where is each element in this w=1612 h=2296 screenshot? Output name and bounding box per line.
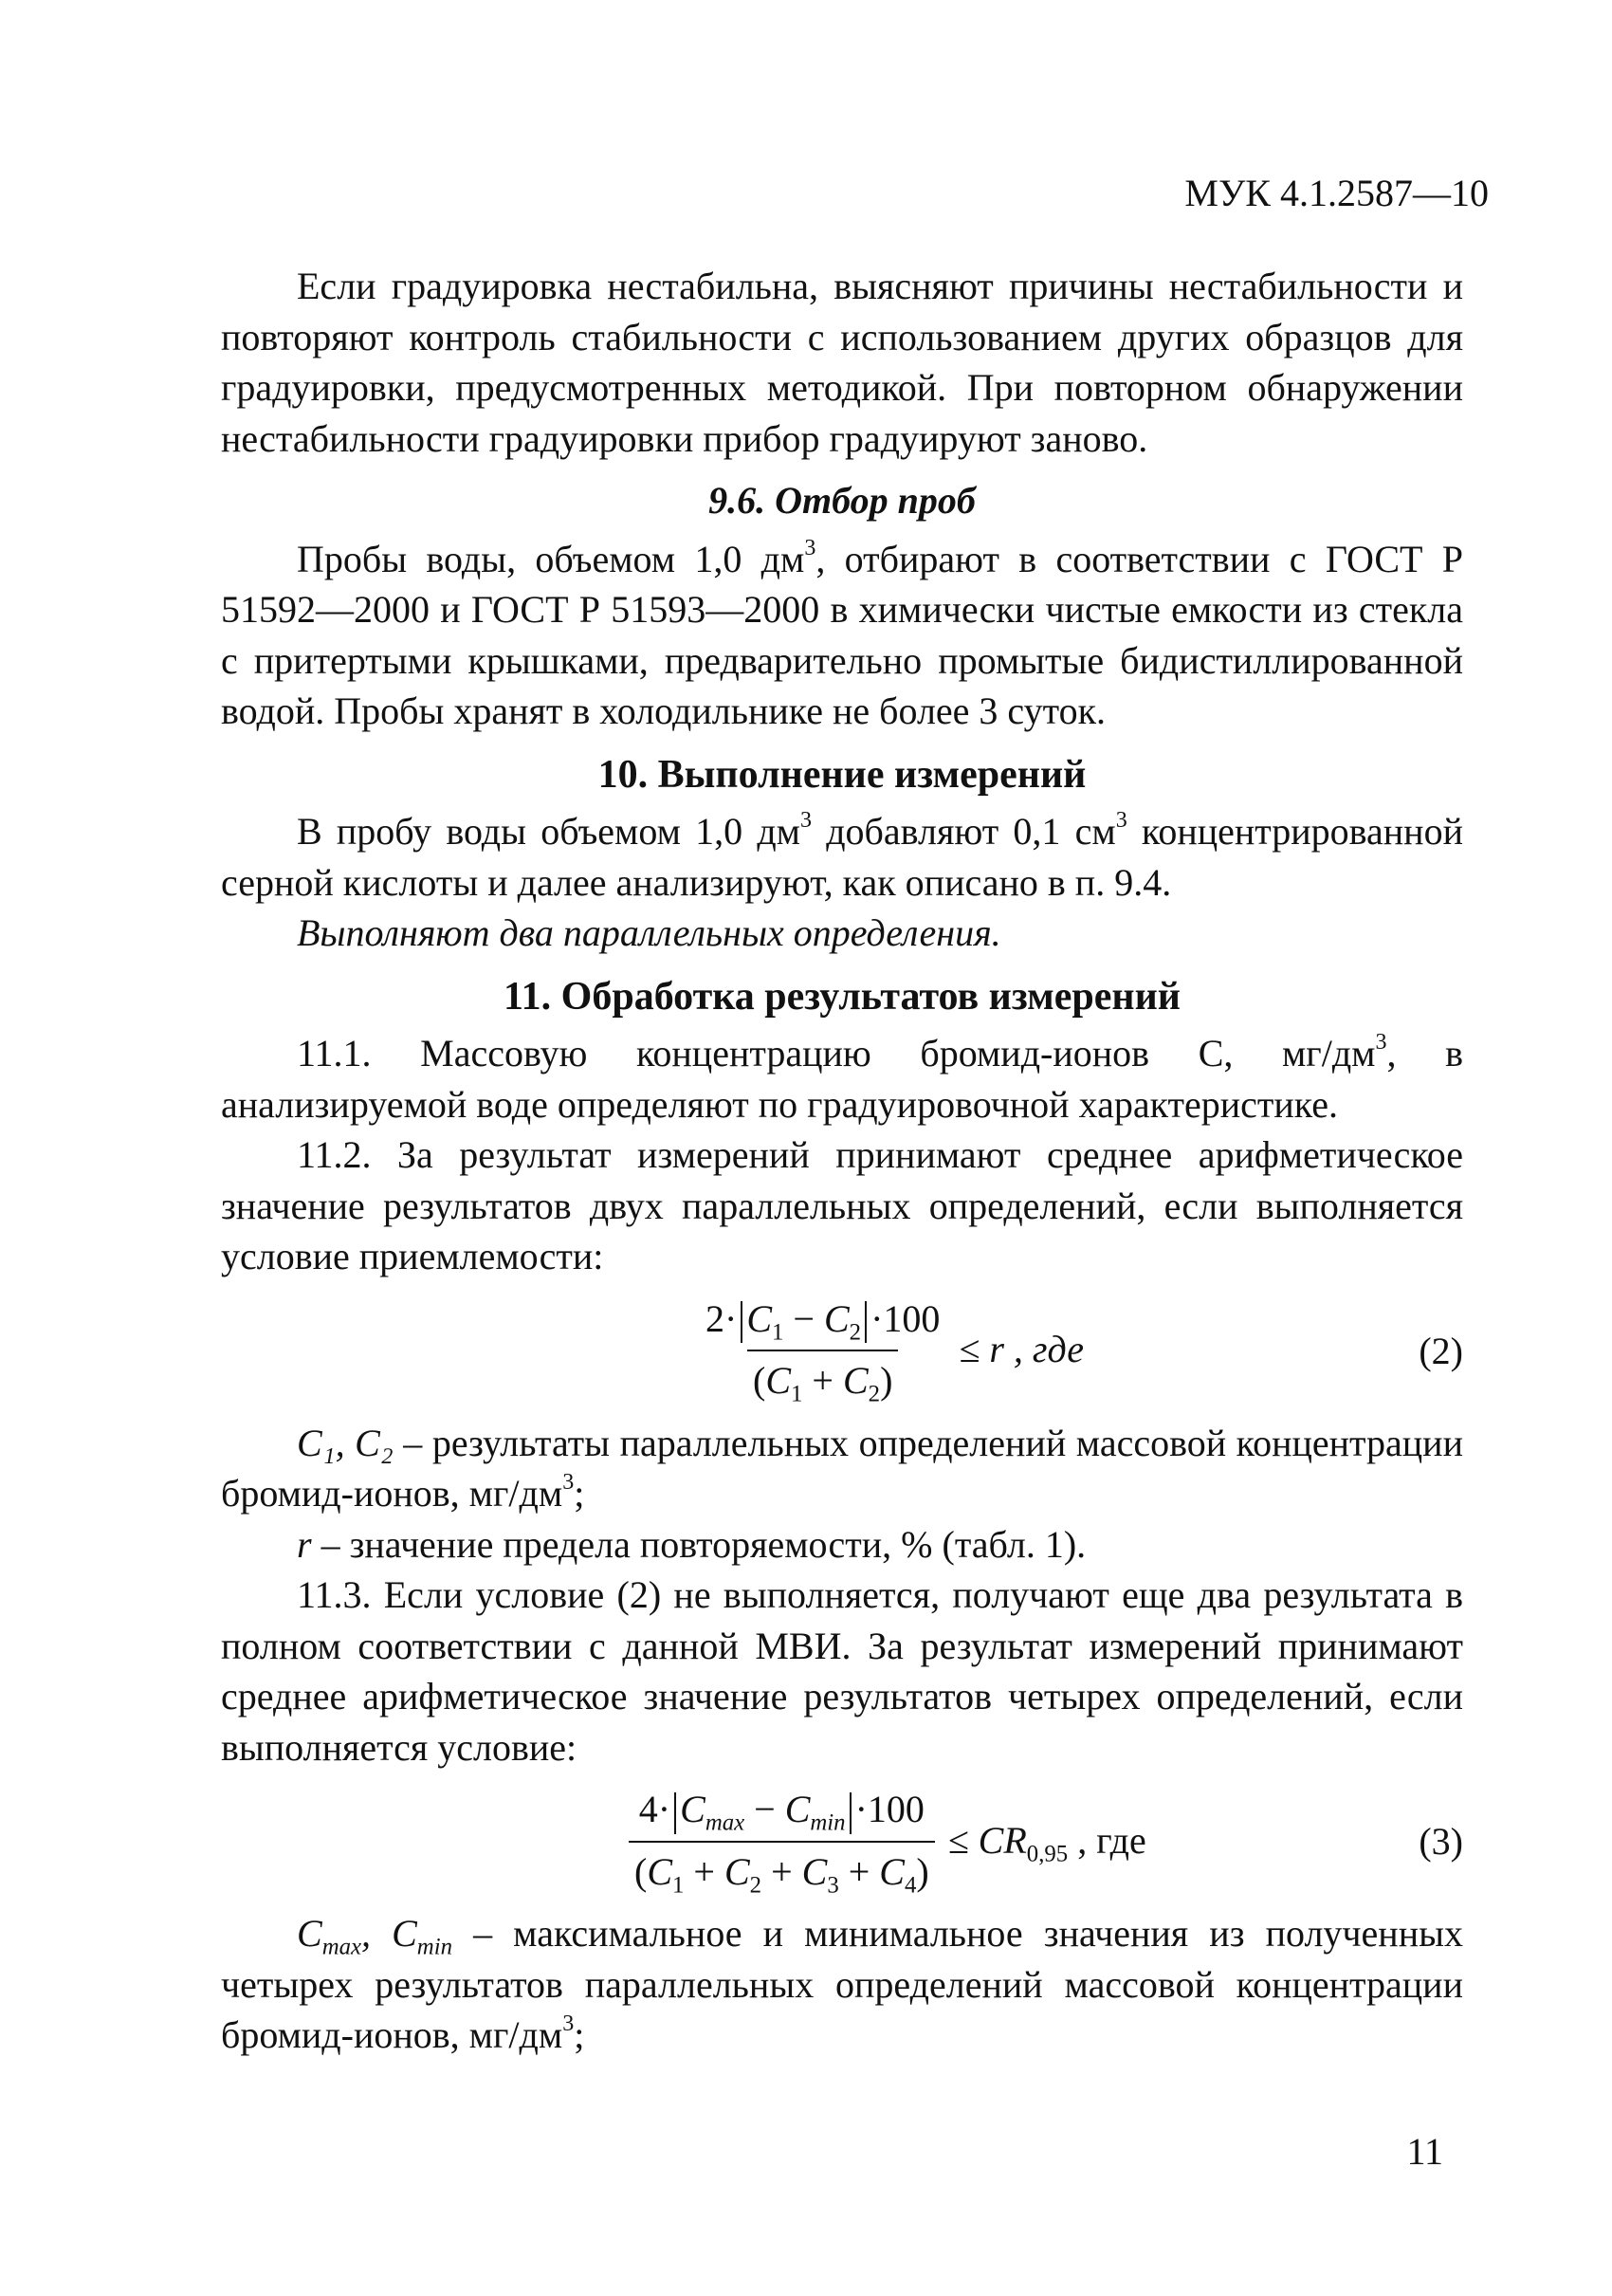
paragraph-11-1: 11.1. Массовую концентрацию бромид-ионов С, $мг/дм^3$, в анализируемой воде определяют по градуировочной характеристике. [221, 1030, 1463, 1126]
definition-r: r – значение предела повторяемости, % (табл. 1). [297, 1522, 1087, 1566]
page-number: 11 [1406, 2130, 1443, 2173]
equation-number-2: (2) [1419, 1329, 1463, 1372]
definition-cmax-cmin: $C_{max}$, $C_{min}$ – максимальное и минимальное значения из полученных четырех результатов параллельных определений массовой концентрации бромид-ионов, $мг/дм^3$; [221, 1912, 1463, 2056]
definition-c1-c2: C₁, C₂ – результаты параллельных определений массовой концентрации бромид-ионов, $мг/дм^3$; [221, 1421, 1463, 1515]
section-heading-11: 11. Обработка результатов измерений [503, 974, 1182, 1019]
section-heading-9-6: 9.6. Отбор проб [708, 479, 976, 522]
document-code: МУК 4.1.2587—10 [1184, 172, 1489, 214]
intro-paragraph: Если градуировка нестабильна, выясняют причины нестабильности и повторяют контроль стабильности с использованием других образцов для градуировки, предусмотренных методикой. При повторном обнаружении нестабильности градуировки прибор градуируют заново. [221, 265, 1463, 460]
section-heading-10: 10. Выполнение измерений [597, 752, 1087, 797]
measurement-paragraph: В пробу воды объемом 1,0 $дм^3$ добавляют 0,1 $см^3$ концентрированной серной кислоты и далее анализируют, как описано в п. 9.4. [221, 808, 1463, 904]
page-content [221, 261, 1463, 2061]
formula-3: $\frac{4\cdot C_{max} - C_{min} \cdot 100}{(C_1 + C_2 + C_3 + C_4)}$ ≤ $CR_{0,95}$ , где (3) [221, 1784, 1463, 1902]
formula-2: $\frac{2\cdot C_1 - C_2 \cdot 100}{(C_1 + C_2)}$ ≤ r , где (2) [705, 1296, 1463, 1407]
equation-number-3: (3) [1419, 1820, 1463, 1863]
paragraph-11-2: 11.2. За результат измерений принимают среднее арифметическое значение результатов двух параллельных определений, если выполняется условие приемлемости: [221, 1133, 1463, 1277]
parallel-determinations-note: Выполняют два параллельных определения. [297, 911, 1001, 954]
paragraph-11-3: 11.3. Если условие (2) не выполняется, получают еще два результата в полном соответствии с данной МВИ. За результат измерений принимают среднее арифметическое значение результатов четырех определений, если выполняется условие: [221, 1573, 1463, 1769]
sampling-paragraph: Пробы воды, объемом 1,0 $дм^3$, отбирают в соответствии с ГОСТ Р 51592—2000 и ГОСТ Р 51593—2000 в химически чистые емкости из стекла с притертыми крышками, предварительно промытые бидистиллированной водой. Пробы хранят в холодильнике не более 3 суток. [221, 535, 1463, 732]
